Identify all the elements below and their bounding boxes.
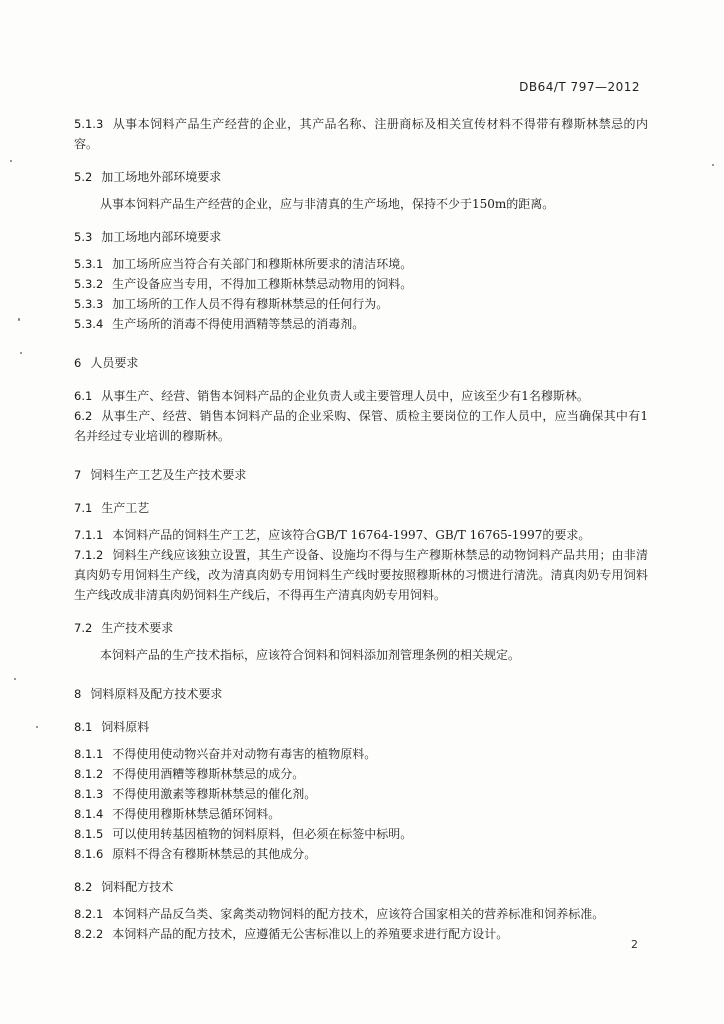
- clause-number: 5.1.3: [74, 117, 104, 131]
- clause-8-1-6: [74, 844, 648, 864]
- clause-number: 5.3.2: [74, 277, 104, 291]
- section-title: 饲料配方技术: [101, 880, 174, 894]
- clause-text: 饲料生产线应该独立设置，其生产设备、设施均不得与生产穆斯林禁忌的动物饲料产品共用；由非清真肉奶专用饲料生产线，改为清真肉奶专用饲料生产线时要按照穆斯林的习惯进行清洗。清真肉奶专用饲料生产线改成非清真肉奶饲料生产线后，不得再生产清真肉奶专用饲料。: [74, 548, 648, 602]
- clause-number: 7.1.1: [74, 528, 104, 542]
- document-body: [74, 114, 648, 944]
- clause-text: 原料不得含有穆斯林禁忌的其他成分。: [112, 847, 317, 861]
- clause-6-1: [74, 386, 648, 406]
- section-number: 6: [74, 356, 82, 370]
- clause-8-1-3: [74, 784, 648, 804]
- section-heading-7-1: [74, 498, 648, 518]
- clause-7-1-2: [74, 545, 648, 605]
- clause-8-2-2: [74, 924, 648, 944]
- clause-number: 8.1.6: [74, 847, 104, 861]
- clause-text: 本饲料产品反刍类、家禽类动物饲料的配方技术，应该符合国家相关的营养标准和饲养标准。: [112, 907, 605, 921]
- clause-number: 8.1.4: [74, 807, 104, 821]
- clause-number: 8.2.2: [74, 927, 104, 941]
- section-number: 8: [74, 687, 82, 701]
- section-number: 7.2: [74, 621, 93, 635]
- clause-5-3-3: [74, 294, 648, 314]
- section-heading-8: [74, 684, 648, 704]
- section-heading-7-2: [74, 618, 648, 638]
- clause-8-2-1: [74, 904, 648, 924]
- clause-text: 从事生产、经营、销售本饲料产品的企业采购、保管、质检主要岗位的工作人员中，应当确保其中有1名并经过专业培训的穆斯林。: [74, 409, 648, 443]
- paragraph-5-2: 从事本饲料产品生产经营的企业，应与非清真的生产场地，保持不少于150m的距离。: [100, 197, 555, 211]
- clause-5-3-4: [74, 314, 648, 334]
- section-heading-8-2: [74, 877, 648, 897]
- section-number: 8.2: [74, 880, 93, 894]
- section-title: 饲料原料及配方技术要求: [90, 687, 223, 701]
- section-title: 加工场地外部环境要求: [101, 170, 222, 184]
- clause-number: 5.3.3: [74, 297, 104, 311]
- scan-speck: [10, 160, 12, 162]
- clause-number: 8.2.1: [74, 907, 104, 921]
- section-title: 饲料原料: [101, 720, 150, 734]
- clause-8-1-2: [74, 764, 648, 784]
- clause-number: 7.1.2: [74, 548, 104, 562]
- section-number: 7: [74, 468, 82, 482]
- clause-number: 8.1.2: [74, 767, 104, 781]
- clause-number: 8.1.5: [74, 827, 104, 841]
- scan-speck: [18, 318, 20, 321]
- clause-text: 生产设备应当专用，不得加工穆斯林禁忌动物用的饲料。: [112, 277, 413, 291]
- clause-text: 不得使用穆斯林禁忌循环饲料。: [112, 807, 281, 821]
- clause-8-1-1: [74, 744, 648, 764]
- section-heading-8-1: [74, 717, 648, 737]
- clause-number: 8.1.3: [74, 787, 104, 801]
- scan-speck: [712, 164, 714, 166]
- clause-number: 5.3.1: [74, 257, 104, 271]
- clause-text: 本饲料产品的配方技术，应遵循无公害标准以上的养殖要求进行配方设计。: [112, 927, 509, 941]
- clause-text: 不得使用使动物兴奋并对动物有毒害的植物原料。: [112, 747, 377, 761]
- clause-number: 6.2: [74, 409, 93, 423]
- clause-number: 6.1: [74, 389, 93, 403]
- section-title: 饲料生产工艺及生产技术要求: [90, 468, 247, 482]
- clause-text: 不得使用酒糟等穆斯林禁忌的成分。: [112, 767, 305, 781]
- clause-7-1-1: [74, 525, 648, 545]
- section-title: 生产工艺: [101, 501, 150, 515]
- clause-8-1-5: [74, 824, 648, 844]
- section-heading-5-3: [74, 227, 648, 247]
- clause-text: 从事本饲料产品生产经营的企业，其产品名称、注册商标及相关宣传材料不得带有穆斯林禁忌的内容。: [74, 117, 648, 151]
- clause-6-2: [74, 406, 648, 446]
- clause-text: 不得使用激素等穆斯林禁忌的催化剂。: [112, 787, 317, 801]
- clause-text: 加工场所的工作人员不得有穆斯林禁忌的任何行为。: [112, 297, 389, 311]
- section-number: 7.1: [74, 501, 93, 515]
- scan-speck: [14, 678, 16, 680]
- clause-text: 本饲料产品的饲料生产工艺，应该符合GB/T 16764-1997、GB/T 16765-1997的要求。: [112, 528, 591, 542]
- document-code: DB64/T 797—2012: [519, 80, 640, 94]
- clause-number: 8.1.1: [74, 747, 104, 761]
- section-number: 5.2: [74, 170, 93, 184]
- section-heading-5-2: [74, 167, 648, 187]
- clause-text: 可以使用转基因植物的饲料原料，但必须在标签中标明。: [112, 827, 413, 841]
- section-title: 生产技术要求: [101, 621, 174, 635]
- scan-speck: [36, 726, 38, 728]
- paragraph-7-2: 本饲料产品的生产技术指标，应该符合饲料和饲料添加剂管理条例的相关规定。: [100, 648, 521, 662]
- clause-5-1-3: [74, 114, 648, 154]
- clause-text: 从事生产、经营、销售本饲料产品的企业负责人或主要管理人员中，应该至少有1名穆斯林。: [101, 389, 589, 403]
- section-heading-6: [74, 353, 648, 373]
- clause-5-3-2: [74, 274, 648, 294]
- clause-8-1-4: [74, 804, 648, 824]
- section-number: 8.1: [74, 720, 93, 734]
- page-number: 2: [631, 938, 638, 951]
- clause-text: 加工场所应当符合有关部门和穆斯林所要求的清洁环境。: [112, 257, 413, 271]
- section-heading-7: [74, 465, 648, 485]
- scan-speck: [20, 352, 22, 354]
- clause-number: 5.3.4: [74, 317, 104, 331]
- clause-text: 生产场所的消毒不得使用酒精等禁忌的消毒剂。: [112, 317, 365, 331]
- section-number: 5.3: [74, 230, 93, 244]
- clause-5-3-1: [74, 254, 648, 274]
- section-title: 人员要求: [90, 356, 139, 370]
- section-title: 加工场地内部环境要求: [101, 230, 222, 244]
